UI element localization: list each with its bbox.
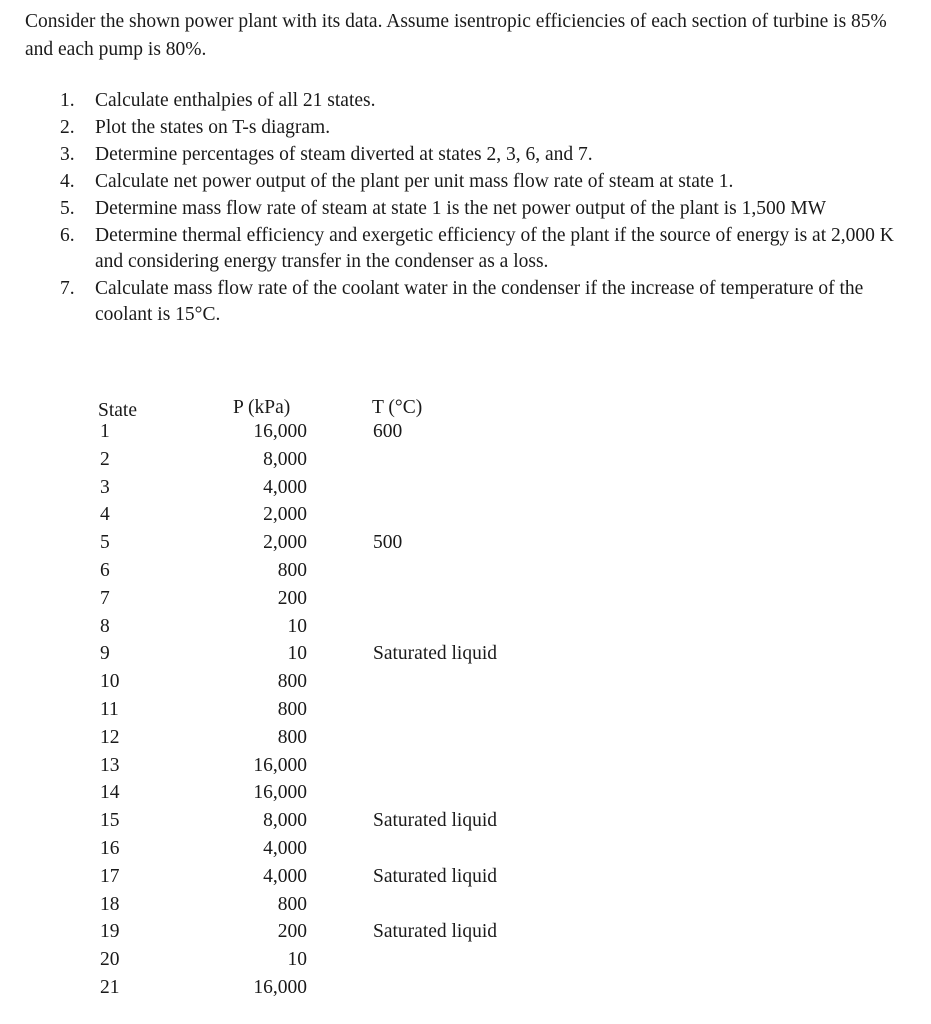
cell-pressure: 800 bbox=[277, 671, 307, 693]
task-number: 2. bbox=[60, 117, 75, 138]
cell-temperature: Saturated liquid bbox=[373, 865, 498, 887]
cell-pressure: 4,000 bbox=[263, 865, 307, 887]
table-row bbox=[95, 585, 595, 613]
header-temperature: T (°C) bbox=[372, 397, 423, 418]
table-row bbox=[95, 418, 595, 446]
cell-state: 4 bbox=[100, 504, 110, 526]
table-row bbox=[95, 863, 595, 891]
task-text: Determine percentages of steam diverted at states 2, 3, 6, and 7. bbox=[95, 144, 593, 165]
table-row bbox=[95, 835, 595, 863]
task-number: 1. bbox=[60, 90, 75, 111]
table-row bbox=[95, 918, 595, 946]
task-number: 3. bbox=[60, 144, 75, 165]
cell-pressure: 8,000 bbox=[263, 810, 307, 832]
cell-pressure: 4,000 bbox=[263, 476, 307, 498]
cell-pressure: 4,000 bbox=[263, 838, 307, 859]
cell-pressure: 10 bbox=[287, 949, 307, 971]
cell-state: 17 bbox=[100, 865, 120, 887]
table-row bbox=[95, 891, 595, 919]
table-row bbox=[95, 974, 595, 1002]
cell-pressure: 200 bbox=[277, 921, 307, 943]
task-number: 5. bbox=[60, 198, 75, 219]
task-list bbox=[60, 88, 920, 329]
task-number: 4. bbox=[60, 171, 75, 192]
cell-state: 19 bbox=[100, 921, 120, 943]
table-row bbox=[95, 640, 595, 668]
task-item bbox=[60, 196, 920, 222]
table-row bbox=[95, 807, 595, 835]
cell-temperature: Saturated liquid bbox=[373, 810, 498, 832]
cell-state: 6 bbox=[100, 560, 110, 581]
table-row bbox=[95, 446, 595, 474]
table-row bbox=[95, 613, 595, 641]
cell-pressure: 2,000 bbox=[263, 504, 307, 526]
cell-pressure: 8,000 bbox=[263, 448, 307, 470]
cell-pressure: 800 bbox=[277, 726, 307, 748]
table-row bbox=[95, 474, 595, 502]
problem-intro: Consider the shown power plant with its data. Assume isentropic efficiencies of each section of turbine is 85% and each pump is 80%. bbox=[25, 11, 887, 60]
table-row bbox=[95, 946, 595, 974]
table-row bbox=[95, 724, 595, 752]
table-row bbox=[95, 779, 595, 807]
cell-state: 9 bbox=[100, 643, 110, 665]
cell-state: 1 bbox=[100, 421, 110, 442]
cell-state: 20 bbox=[100, 949, 120, 971]
task-item bbox=[60, 169, 920, 195]
task-item bbox=[60, 142, 920, 168]
cell-pressure: 200 bbox=[277, 587, 307, 609]
cell-state: 15 bbox=[100, 810, 120, 832]
cell-pressure: 16,000 bbox=[253, 754, 307, 776]
cell-state: 8 bbox=[100, 615, 110, 637]
cell-state: 10 bbox=[100, 671, 120, 693]
table-row bbox=[95, 557, 595, 585]
cell-state: 11 bbox=[100, 699, 119, 720]
cell-state: 2 bbox=[100, 448, 110, 470]
task-text: Plot the states on T-s diagram. bbox=[95, 117, 331, 138]
cell-temperature: 500 bbox=[373, 532, 403, 554]
cell-state: 5 bbox=[100, 532, 110, 554]
table-row bbox=[95, 668, 595, 696]
header-pressure: P (kPa) bbox=[233, 397, 291, 418]
cell-state: 18 bbox=[100, 893, 120, 915]
table-row bbox=[95, 752, 595, 780]
task-text: Calculate enthalpies of all 21 states. bbox=[95, 90, 376, 111]
cell-temperature: Saturated liquid bbox=[373, 643, 498, 665]
task-text: Calculate mass flow rate of the coolant water in the condenser if the increase of temperature of the coolant is 15°C. bbox=[95, 278, 864, 325]
table-row bbox=[95, 529, 595, 557]
header-state: State bbox=[98, 400, 137, 421]
task-text: Calculate net power output of the plant per unit mass flow rate of steam at state 1. bbox=[95, 171, 734, 192]
cell-temperature: Saturated liquid bbox=[373, 921, 498, 943]
cell-state: 7 bbox=[100, 587, 110, 609]
cell-state: 16 bbox=[100, 838, 120, 859]
task-item bbox=[60, 115, 920, 141]
cell-pressure: 16,000 bbox=[253, 421, 307, 442]
cell-state: 21 bbox=[100, 977, 120, 998]
task-item bbox=[60, 276, 920, 328]
table-row bbox=[95, 501, 595, 529]
cell-pressure: 800 bbox=[277, 699, 307, 720]
cell-state: 13 bbox=[100, 754, 120, 776]
task-item bbox=[60, 223, 920, 275]
task-number: 6. bbox=[60, 225, 75, 246]
cell-pressure: 16,000 bbox=[253, 782, 307, 804]
task-number: 7. bbox=[60, 278, 75, 299]
cell-pressure: 16,000 bbox=[253, 977, 307, 998]
cell-pressure: 2,000 bbox=[263, 532, 307, 554]
cell-pressure: 800 bbox=[277, 893, 307, 915]
cell-state: 12 bbox=[100, 726, 120, 748]
task-text: Determine mass flow rate of steam at state 1 is the net power output of the plant is 1,500 MW bbox=[95, 198, 827, 219]
task-item bbox=[60, 88, 920, 114]
cell-pressure: 10 bbox=[287, 615, 307, 637]
table-row bbox=[95, 696, 595, 724]
cell-temperature: 600 bbox=[373, 421, 403, 442]
cell-state: 3 bbox=[100, 476, 110, 498]
cell-pressure: 800 bbox=[277, 560, 307, 581]
cell-pressure: 10 bbox=[287, 643, 307, 665]
task-text: Determine thermal efficiency and exergetic efficiency of the plant if the source of energy is at 2,000 K and considering energy transfer in the condenser as a loss. bbox=[95, 225, 894, 272]
cell-state: 14 bbox=[100, 782, 120, 804]
